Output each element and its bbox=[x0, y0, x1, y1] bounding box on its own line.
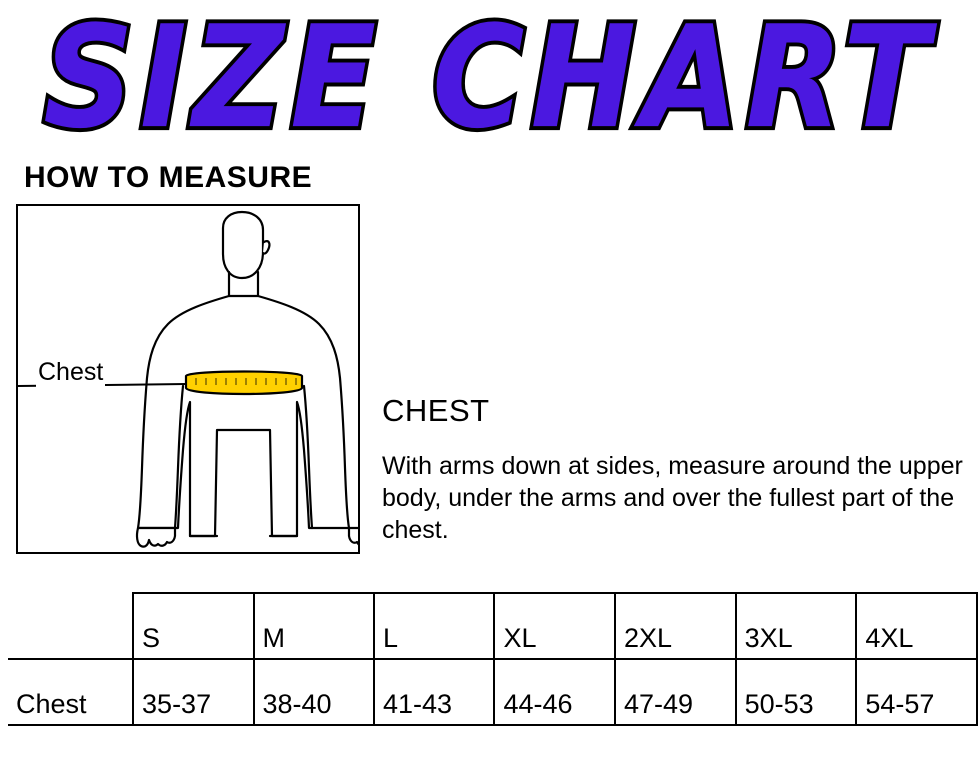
table-cell-chest-s: 35-37 bbox=[133, 659, 253, 725]
description-heading: CHEST bbox=[382, 393, 490, 428]
chest-callout-label: Chest bbox=[38, 358, 104, 386]
table-header-size-s: S bbox=[133, 593, 253, 659]
table-row bbox=[8, 659, 977, 725]
table-header-row bbox=[8, 593, 977, 659]
tape-measure-band bbox=[186, 372, 302, 395]
table-cell-chest-3xl: 50-53 bbox=[736, 659, 857, 725]
table-header-size-l: L bbox=[374, 593, 494, 659]
description-body: With arms down at sides, measure around the upper body, under the arms and over the fullest part of the chest. bbox=[382, 452, 963, 544]
table-cell-chest-l: 41-43 bbox=[374, 659, 494, 725]
table-corner-cell bbox=[8, 593, 133, 659]
table-header-size-m: M bbox=[254, 593, 374, 659]
table-cell-chest-2xl: 47-49 bbox=[615, 659, 736, 725]
table-header-size-3xl: 3XL bbox=[736, 593, 857, 659]
table-header-size-4xl: 4XL bbox=[856, 593, 977, 659]
table-row-label-chest: Chest bbox=[8, 659, 133, 725]
table-header-size-xl: XL bbox=[494, 593, 614, 659]
table-header-size-2xl: 2XL bbox=[615, 593, 736, 659]
table-cell-chest-m: 38-40 bbox=[254, 659, 374, 725]
table-cell-chest-xl: 44-46 bbox=[494, 659, 614, 725]
size-table bbox=[8, 592, 978, 726]
table-cell-chest-4xl: 54-57 bbox=[856, 659, 977, 725]
page-title: SIZE CHART bbox=[43, 0, 935, 160]
title-banner bbox=[0, 0, 978, 160]
section-heading-how-to-measure: HOW TO MEASURE bbox=[24, 161, 313, 194]
